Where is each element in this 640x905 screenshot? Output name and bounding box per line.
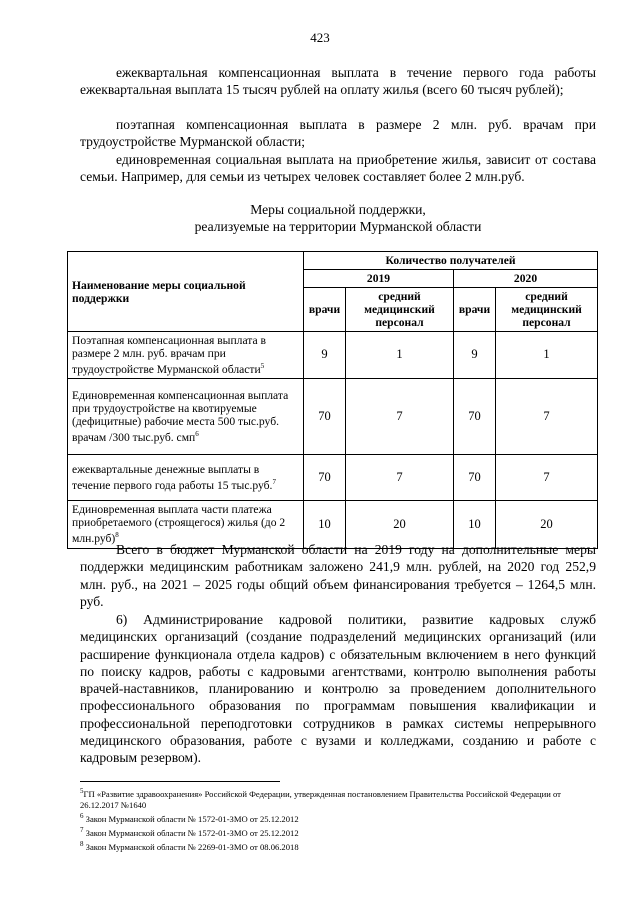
paragraph-housing-payment: единовременная социальная выплата на приобретение жилья, зависит от состава семьи. Например, для семьи из четырех человек составляет более 2 млн.руб. bbox=[80, 152, 596, 185]
table-row bbox=[68, 378, 598, 454]
footnote-mark: 6 bbox=[80, 812, 84, 821]
cell-mid-staff-2020: 7 bbox=[496, 454, 598, 500]
footnote-text: Закон Мурманской области № 1572-01-ЗМО от 25.12.2012 bbox=[83, 814, 299, 825]
cell-doctors-2019: 70 bbox=[304, 378, 346, 454]
footnote-ref: 7 bbox=[272, 477, 276, 486]
paragraph-budget-summary: Всего в бюджет Мурманской области на 2019 году на дополнительные меры поддержки медицинским работникам заложено 241,9 млн. рублей, на 2020 год 252,9 млн. руб., на 2021 – 2025 годы общий объем финансирования требуется – 1264,5 млн. руб. bbox=[80, 542, 596, 609]
table-row bbox=[68, 332, 598, 379]
cell-doctors-2019: 70 bbox=[304, 454, 346, 500]
cell-mid-staff-2020: 20 bbox=[496, 500, 598, 548]
cell-doctors-2020: 70 bbox=[454, 378, 496, 454]
footnote-item bbox=[80, 825, 596, 839]
row-measure-name bbox=[68, 378, 304, 454]
table-caption-line-2: реализуемые на территории Мурманской области bbox=[194, 219, 482, 234]
footnote-mark: 8 bbox=[80, 840, 84, 849]
footnote-item bbox=[80, 786, 596, 811]
row-name-text: Единовременная компенсационная выплата при трудоустройстве на квотируемые (дефицитные) рабочие места 500 тыс.руб. врачам /300 тыс.руб. смп bbox=[72, 388, 289, 444]
paragraph-quarterly-payment: ежеквартальная компенсационная выплата в течение первого года работы ежеквартальная выплата 15 тысяч рублей на оплату жилья (всего 60 тысяч рублей); bbox=[80, 65, 596, 98]
header-mid-staff-2020: средний медицинский персонал bbox=[496, 288, 598, 332]
row-measure-name bbox=[68, 454, 304, 500]
header-year-2020: 2020 bbox=[454, 270, 598, 288]
footnote-ref: 5 bbox=[260, 362, 265, 370]
table-caption-line-1: Меры социальной поддержки, bbox=[250, 202, 426, 217]
cell-mid-staff-2020: 1 bbox=[496, 332, 598, 379]
table-row bbox=[68, 454, 598, 500]
row-name-text: Единовременная выплата части платежа приобретаемого (строящегося) жилья (до 2 млн.руб) bbox=[72, 503, 286, 546]
page-number: 423 bbox=[310, 30, 330, 45]
footnotes-block bbox=[80, 786, 596, 853]
cell-mid-staff-2019: 7 bbox=[346, 378, 454, 454]
footnote-ref: 8 bbox=[115, 531, 119, 540]
row-name-text: Поэтапная компенсационная выплата в размере 2 млн. руб. врачам при трудоустройстве Мурманской области bbox=[72, 334, 267, 376]
cell-doctors-2019: 10 bbox=[304, 500, 346, 548]
table-header-row bbox=[68, 252, 598, 270]
footnote-text: Закон Мурманской области № 1572-01-ЗМО от 25.12.2012 bbox=[83, 828, 299, 839]
footnote-divider bbox=[80, 781, 280, 782]
cell-doctors-2020: 9 bbox=[454, 332, 496, 379]
header-mid-staff-2019: средний медицинский персонал bbox=[346, 288, 454, 332]
header-recipients: Количество получателей bbox=[304, 252, 598, 270]
footnote-text: ГП «Развитие здравоохранения» Российской Федерации, утвержденная постановлением Правительства Российской Федерации от 26.12.2017 №1640 bbox=[80, 788, 561, 811]
cell-mid-staff-2019: 7 bbox=[346, 454, 454, 500]
footnote-mark: 5 bbox=[80, 787, 84, 795]
cell-mid-staff-2020: 7 bbox=[496, 378, 598, 454]
header-measure-name: Наименование меры социальной поддержки bbox=[68, 252, 304, 332]
paragraph-staged-payment: поэтапная компенсационная выплата в размере 2 млн. руб. врачам при трудоустройстве Мурманской области; bbox=[80, 117, 596, 150]
header-doctors-2019: врачи bbox=[304, 288, 346, 332]
footnote-ref: 6 bbox=[195, 429, 199, 438]
cell-doctors-2020: 70 bbox=[454, 454, 496, 500]
header-year-2019: 2019 bbox=[304, 270, 454, 288]
cell-doctors-2019: 9 bbox=[304, 332, 346, 379]
footnote-item bbox=[80, 839, 596, 853]
support-measures-table bbox=[67, 251, 598, 549]
row-measure-name bbox=[68, 332, 304, 379]
cell-mid-staff-2019: 20 bbox=[346, 500, 454, 548]
paragraph-hr-administration: 6) Администрирование кадровой политики, развитие кадровых служб медицинских организаций (создание подразделений медицинских организаций (или расширение функционала отдела кадров) с обязательным включением в него функций по поиску кадров, работы с кадровыми агентствами, контролю выполнения работы врачей-наставников, планированию и контролю за проведением дополнительного профессионального образования по программам повышения квалификации и профессиональной переподготовки сотрудников в рамках системы непрерывного медицинского образования, работе с вузами и колледжами, созданию и работе с кадровым резервом). bbox=[80, 612, 596, 766]
footnote-item bbox=[80, 811, 596, 825]
footnote-mark: 7 bbox=[80, 826, 84, 835]
footnote-text: Закон Мурманской области № 2269-01-ЗМО от 08.06.2018 bbox=[83, 842, 299, 853]
cell-doctors-2020: 10 bbox=[454, 500, 496, 548]
row-name-text: ежеквартальные денежные выплаты в течение первого года работы 15 тыс.руб. bbox=[72, 462, 273, 492]
header-doctors-2020: врачи bbox=[454, 288, 496, 332]
cell-mid-staff-2019: 1 bbox=[346, 332, 454, 379]
